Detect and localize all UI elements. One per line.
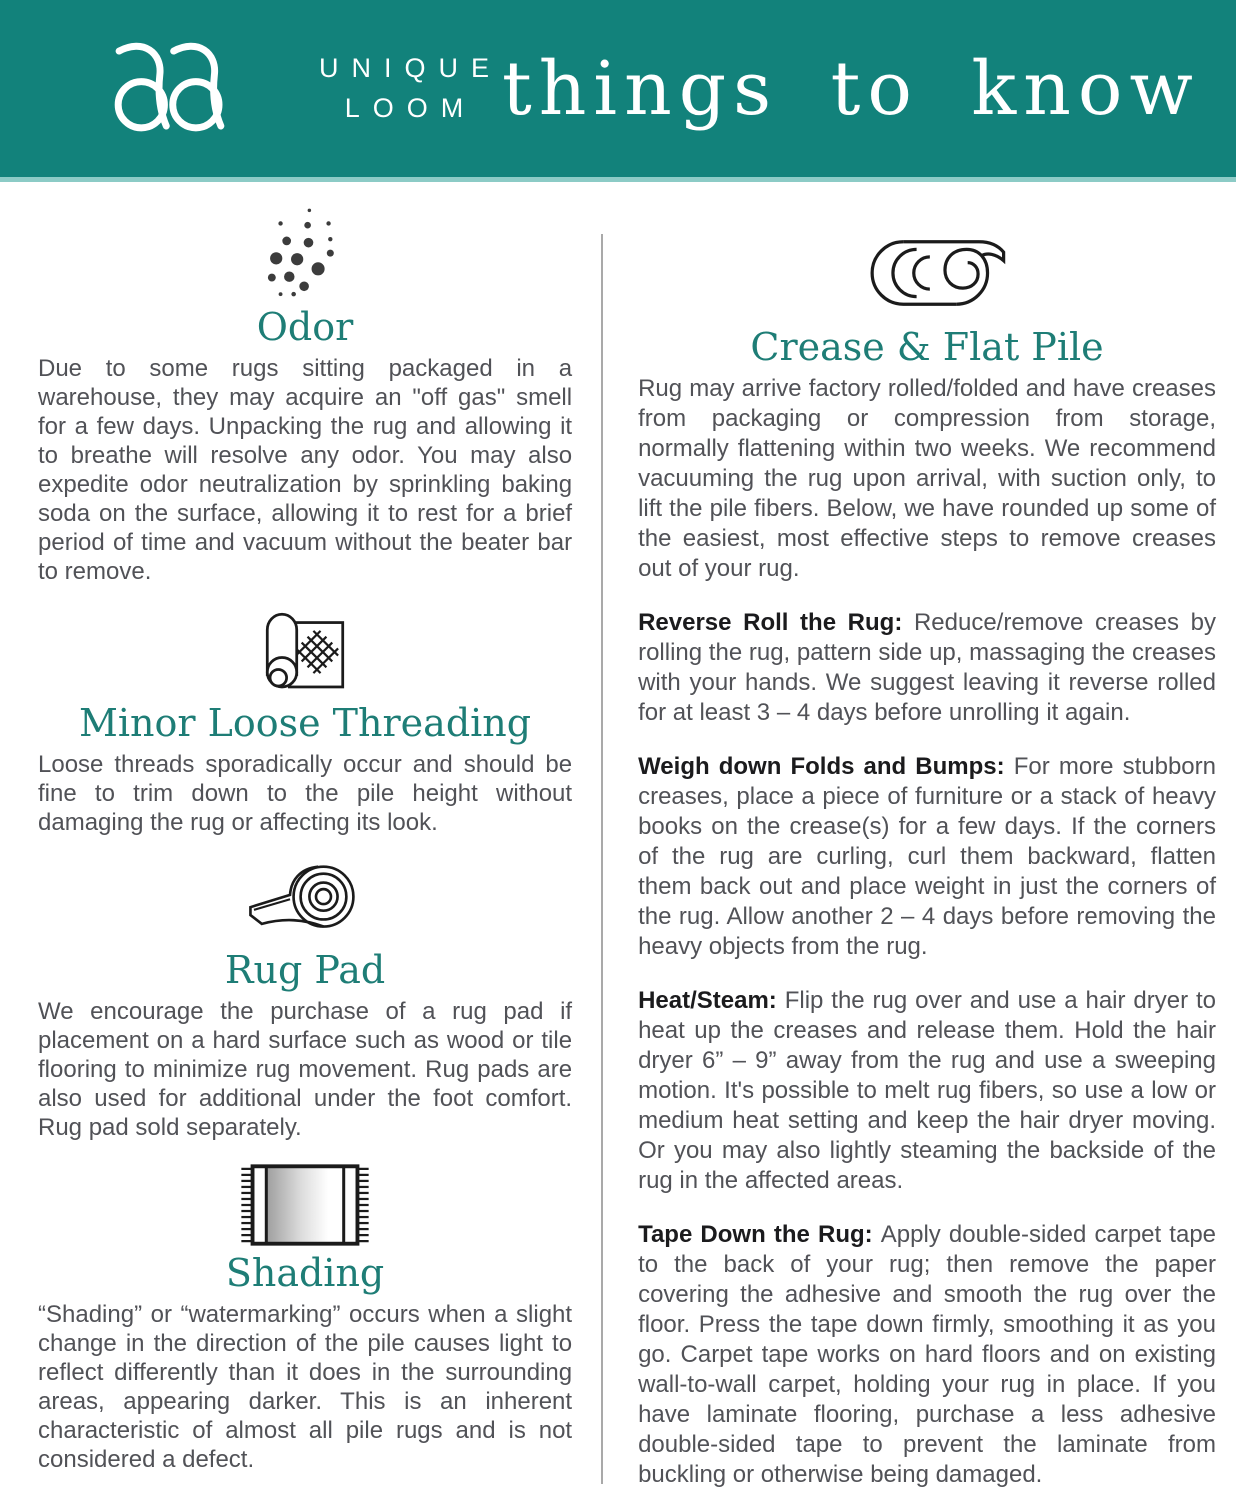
rolled-rug-crosshatch-icon <box>257 606 353 698</box>
tip-label: Heat/Steam: <box>638 987 785 1014</box>
section-odor <box>38 206 572 586</box>
creased-rolled-rug-icon <box>846 238 1008 308</box>
section-body: Loose threads sporadically occur and should be fine to trim down to the pile height without damaging the rug or affecting its look. <box>38 751 573 836</box>
tip-text: For more stubborn creases, place a piece of furniture or a stack of heavy books on the crease(s) for a few days. If the corners of the rug are curling, curl them backward, flatten them back out and place weight in just the corners of the rug. Allow another 2 – 4 days before removing the heavy objects from the rug. <box>638 753 1216 960</box>
section-rug-pad <box>38 857 572 1142</box>
page-title: things to know <box>502 45 1200 132</box>
section-body: We encourage the purchase of a rug pad if placement on a hard surface such as wood or tile flooring to minimize rug movement. Rug pads are also used for additional under the foot comfort. Rug pad sold separately. <box>38 998 573 1141</box>
brand-name <box>319 49 502 127</box>
section-crease-flat-pile <box>638 238 1216 1490</box>
section-heading: Rug Pad <box>224 948 386 992</box>
brand-line-1: UNIQUE <box>319 53 503 84</box>
tip-text: Apply double-sided carpet tape to the back of your rug; then remove the paper covering the adhesive and smooth the rug over the floor. Press the tape down firmly, smoothing it as you go. Carpet tape works on hard floors and on existing wall-to-wall carpet, holding your rug in place. If you have laminate flooring, purchase a less adhesive double-sided tape to prevent the laminate from buckling or otherwise being damaged. <box>638 1221 1217 1488</box>
odor-dots-icon <box>261 206 349 302</box>
tip-heat-steam <box>638 986 1216 1196</box>
right-column <box>638 206 1216 1500</box>
tip-reverse-roll <box>638 608 1216 728</box>
section-heading: Odor <box>256 305 354 349</box>
section-intro: Rug may arrive factory rolled/folded and have creases from packaging or compression from storage, normally flattening within two weeks. We recommend vacuuming the rug upon arrival, with suction only, to lift the pile fibers. Below, we have rounded up some of the easiest, most effective steps to remove creases out of your rug. <box>638 375 1216 582</box>
section-heading: Crease & Flat Pile <box>750 325 1104 369</box>
unique-loom-logo-icon <box>108 35 293 143</box>
tip-text: Reduce/remove creases by rolling the rug, pattern side up, massaging the creases with your hands. We suggest leaving it reverse rolled for at least 3 – 4 days before unrolling it again. <box>638 609 1216 726</box>
section-body: “Shading” or “watermarking” occurs when a slight change in the direction of the pile causes light to reflect differently than it does in the surrounding areas, appearing darker. This is an inherent characteristic of almost all pile rugs and is not considered a defect. <box>38 1301 573 1473</box>
left-column <box>38 206 572 1500</box>
rug-pad-roll-icon <box>232 857 378 945</box>
shaded-rug-fringe-icon <box>233 1162 377 1248</box>
section-heading: Minor Loose Threading <box>78 701 532 745</box>
section-body: Due to some rugs sitting packaged in a warehouse, they may acquire an "off gas" smell for a few days. Unpacking the rug and allowing it to breathe will resolve any odor. You may also expedite odor neutralization by sprinkling baking soda on the surface, allowing it to rest for a brief period of time and vacuum without the beater bar to remove. <box>38 355 573 585</box>
header-banner <box>0 0 1236 182</box>
tip-label: Tape Down the Rug: <box>638 1221 881 1248</box>
column-divider <box>601 234 603 1484</box>
tip-label: Reverse Roll the Rug: <box>638 609 914 636</box>
brand-line-2: LOOM <box>344 92 477 123</box>
brand-logo <box>108 35 502 143</box>
tip-text: Flip the rug over and use a hair dryer to heat up the creases and release them. Hold the hair dryer 6” – 9” away from the rug and use a sweeping motion. It's possible to melt rug fibers, so use a low or medium heat setting and keep the hair dryer moving. Or you may also lightly steaming the backside of the rug in the affected areas. <box>638 987 1216 1194</box>
tip-weigh-down <box>638 752 1216 962</box>
section-shading <box>38 1162 572 1474</box>
section-loose-threading <box>38 606 572 837</box>
tip-tape-down <box>638 1220 1216 1490</box>
tip-label: Weigh down Folds and Bumps: <box>638 753 1014 780</box>
section-heading: Shading <box>225 1251 385 1295</box>
content-area <box>0 182 1236 1500</box>
